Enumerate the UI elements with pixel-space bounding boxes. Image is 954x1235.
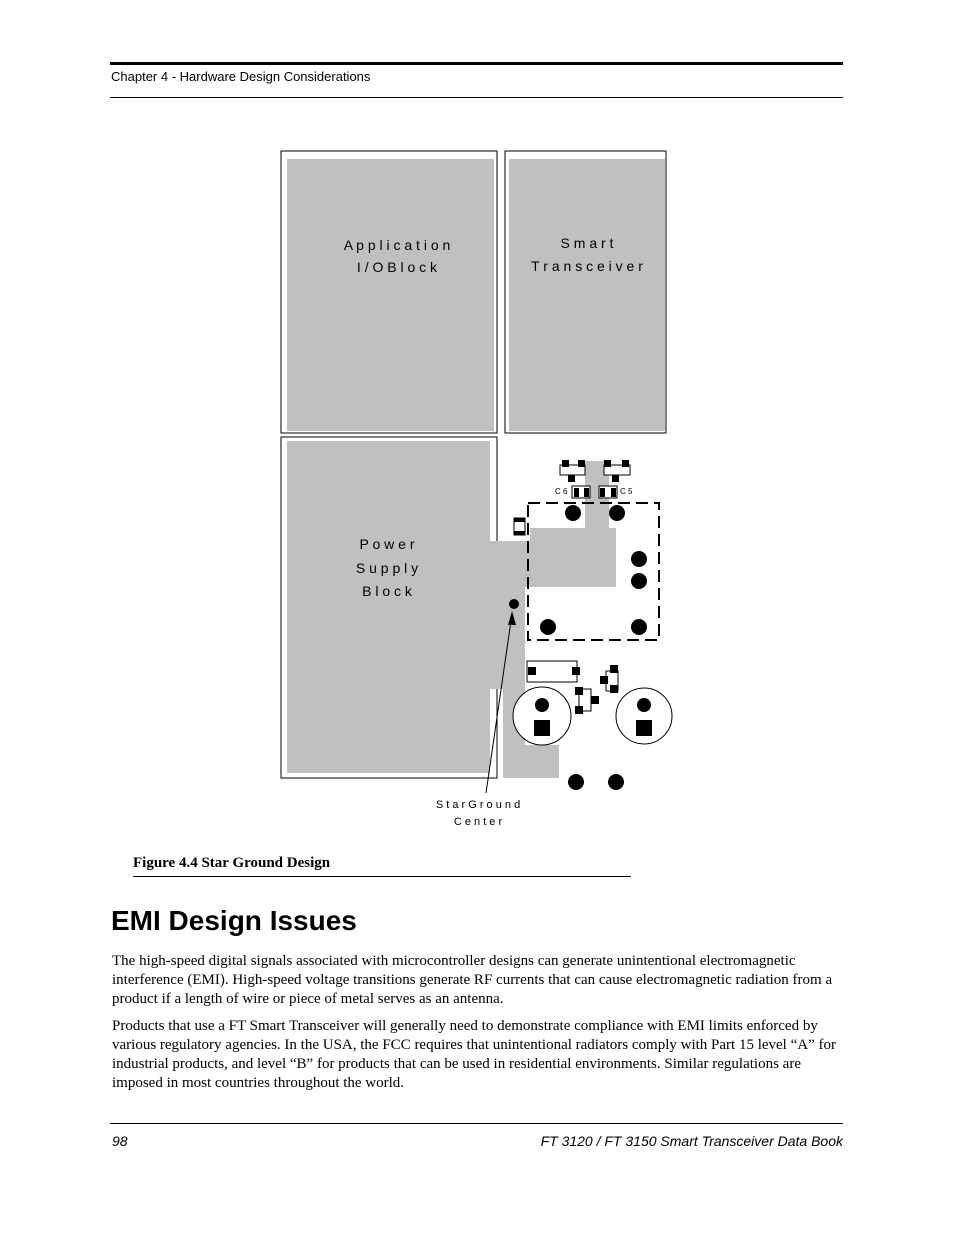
footer-rule — [110, 1123, 843, 1124]
application-label-2: I / O B l o c k — [356, 259, 438, 275]
page-number: 98 — [112, 1133, 128, 1149]
electrolytic-capacitor-right — [616, 688, 672, 744]
figure-caption: Figure 4.4 Star Ground Design — [133, 855, 331, 871]
smart-transceiver-block — [505, 151, 666, 433]
power-label-2: S u p p l y — [355, 560, 419, 576]
c5-label: C 5 — [620, 487, 633, 496]
paragraph-2: Products that use a FT Smart Transceiver will generally need to demonstrate compliance with EMI limits enforced by various regulatory agencies. In the USA, the FCC requires that unintentional radiators comply with Part 15 level “A” for industrial products, and level “B” for products that can be used in residential environments. Similar regulations are imposed in most countries throughout the world. — [112, 1018, 836, 1091]
star-ground-diagram — [270, 140, 690, 840]
book-title: FT 3120 / FT 3150 Smart Transceiver Data Book — [540, 1133, 843, 1149]
header-rule-top — [110, 62, 843, 65]
paragraph-1: The high-speed digital signals associated with microcontroller designs can generate unintentional electromagnetic interference (EMI). High-speed voltage transitions generate RF currents that can cause electromagnetic radiation from a product if a length of wire or piece of metal serves as an antenna. — [112, 953, 833, 1007]
c6-label: C 6 — [555, 487, 568, 496]
callout-label-1: S t a r G r o u n d — [435, 799, 521, 811]
caption-rule — [133, 876, 631, 877]
power-label-1: P o w e r — [359, 536, 415, 552]
smart-label-2: T r a n s c e i v e r — [531, 258, 643, 274]
small-resistor — [514, 518, 525, 535]
diode-pair — [575, 665, 618, 714]
header-rule-bottom — [110, 97, 843, 98]
lower-resistor — [527, 661, 580, 682]
power-supply-block — [281, 437, 497, 778]
chapter-header: Chapter 4 - Hardware Design Considerations — [111, 69, 371, 84]
smart-label-1: S m a r t — [560, 235, 614, 251]
section-heading: EMI Design Issues — [111, 905, 357, 936]
application-label-1: A p p l i c a t i o n — [343, 237, 451, 253]
capacitor-c6 — [555, 460, 590, 498]
bottom-pad-right — [608, 774, 624, 790]
star-ground-point — [509, 599, 519, 609]
bottom-pad-left — [568, 774, 584, 790]
callout-label-2: C e n t e r — [453, 816, 503, 828]
electrolytic-capacitor-left — [513, 687, 571, 745]
power-label-3: B l o c k — [362, 583, 412, 599]
application-io-block — [281, 151, 497, 433]
